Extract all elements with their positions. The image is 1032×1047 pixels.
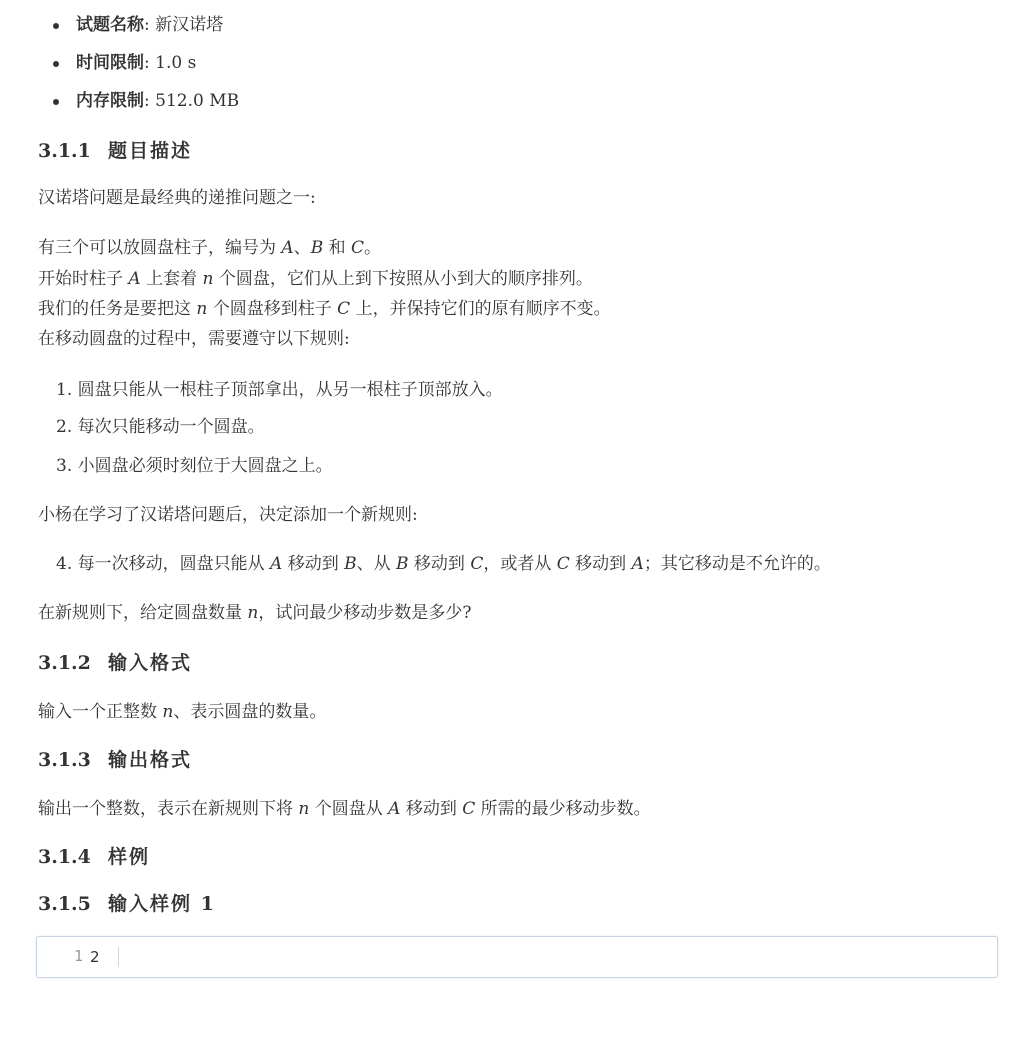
math-var: n (298, 799, 310, 819)
output-format-text (38, 794, 651, 824)
text-run: 上，并保持它们的原有顺序不变。 (350, 299, 611, 319)
text-run: ，试问最少移动步数是多少? (258, 603, 472, 623)
math-var: C (470, 554, 484, 574)
text-run: ，或者从 (483, 554, 557, 574)
text-run: 所需的最少移动步数。 (475, 799, 651, 819)
text-run: 、 (293, 238, 311, 258)
text-run: 开始时柱子 (38, 269, 129, 289)
text-run: ；其它移动是不允许的。 (643, 554, 831, 574)
desc-question (38, 598, 471, 628)
math-var: C (337, 299, 351, 319)
math-var: A (388, 799, 401, 819)
meta-key: 试题名称 (76, 15, 144, 35)
text-run: 个圆盘移到柱子 (207, 299, 338, 319)
text-run: 、从 (356, 554, 397, 574)
math-var: n (202, 269, 214, 289)
meta-item-time-limit (38, 48, 239, 86)
math-var: A (281, 238, 294, 258)
desc-paragraph-2 (38, 264, 593, 294)
math-var: A (128, 269, 141, 289)
math-var: B (396, 554, 409, 574)
text-run: 我们的任务是要把这 (38, 299, 197, 319)
heading-title: 输入样例 1 (108, 893, 216, 915)
text-run: 移动到 (282, 554, 345, 574)
heading-number: 3.1.3 (38, 749, 91, 771)
text-run: 移动到 (408, 554, 471, 574)
heading-number: 3.1.4 (38, 846, 91, 868)
text-run: 、表示圆盘的数量。 (173, 702, 327, 722)
text-run: 输入一个正整数 (38, 702, 163, 722)
rule-item-3: 3. 小圆盘必须时刻位于大圆盘之上。 (56, 456, 333, 476)
meta-sep: : (144, 15, 156, 35)
meta-value: 512.0 MB (155, 91, 240, 111)
heading-description (38, 136, 192, 166)
problem-meta-list (38, 10, 239, 124)
bullet-icon (53, 99, 59, 105)
math-var: C (556, 554, 570, 574)
math-var: B (310, 238, 324, 258)
desc-paragraph-5: 小杨在学习了汉诺塔问题后，决定添加一个新规则: (38, 505, 418, 525)
heading-sample-input-1 (38, 889, 216, 919)
meta-item-memory-limit (38, 86, 239, 124)
heading-input-format (38, 648, 192, 678)
text-run: 有三个可以放圆盘柱子，编号为 (38, 238, 282, 258)
code-line-text[interactable]: 2 (90, 948, 100, 966)
math-var: A (631, 554, 644, 574)
text-run: 和 (323, 238, 351, 258)
bullet-icon (53, 61, 59, 67)
text-run: 。 (364, 238, 382, 258)
desc-intro: 汉诺塔问题是最经典的递推问题之一: (38, 188, 316, 208)
text-run: 上套着 (140, 269, 203, 289)
meta-sep: : (144, 91, 156, 111)
text-run: 个圆盘，它们从上到下按照从小到大的顺序排列。 (213, 269, 593, 289)
heading-title: 输出格式 (108, 749, 193, 771)
text-run: 移动到 (569, 554, 632, 574)
heading-sample (38, 842, 150, 872)
meta-sep: : (144, 53, 156, 73)
meta-value: 新汉诺塔 (155, 15, 224, 35)
code-gutter-divider (118, 947, 119, 967)
text-run: 输出一个整数，表示在新规则下将 (38, 799, 299, 819)
meta-item-title (38, 10, 239, 48)
math-var: n (162, 702, 174, 722)
heading-title: 输入格式 (108, 652, 193, 674)
bullet-icon (53, 23, 59, 29)
meta-value: 1.0 s (155, 53, 197, 73)
desc-paragraph-4: 在移动圆盘的过程中，需要遵守以下规则: (38, 329, 350, 349)
rule-item-1: 1. 圆盘只能从一根柱子顶部拿出，从另一根柱子顶部放入。 (56, 380, 503, 400)
heading-number: 3.1.2 (38, 652, 91, 674)
code-line-number: 1 (73, 947, 83, 965)
rule-item-2: 2. 每次只能移动一个圆盘。 (56, 417, 265, 437)
heading-title: 题目描述 (108, 140, 193, 162)
text-run: 个圆盘从 (309, 799, 389, 819)
desc-paragraph-1 (38, 233, 381, 263)
sample-input-code-block[interactable] (36, 936, 998, 978)
input-format-text (38, 697, 326, 727)
math-var: n (196, 299, 208, 319)
math-var: C (351, 238, 365, 258)
heading-number: 3.1.1 (38, 140, 91, 162)
math-var: A (270, 554, 283, 574)
meta-key: 内存限制 (76, 91, 144, 111)
text-run: 4. 每一次移动，圆盘只能从 (56, 554, 271, 574)
rule-item-4 (56, 549, 831, 579)
text-run: 在新规则下，给定圆盘数量 (38, 603, 248, 623)
text-run: 移动到 (400, 799, 463, 819)
meta-key: 时间限制 (76, 53, 144, 73)
math-var: n (247, 603, 259, 623)
math-var: B (344, 554, 357, 574)
math-var: C (462, 799, 476, 819)
heading-output-format (38, 745, 192, 775)
heading-title: 样例 (108, 846, 151, 868)
desc-paragraph-3 (38, 294, 611, 324)
heading-number: 3.1.5 (38, 893, 91, 915)
